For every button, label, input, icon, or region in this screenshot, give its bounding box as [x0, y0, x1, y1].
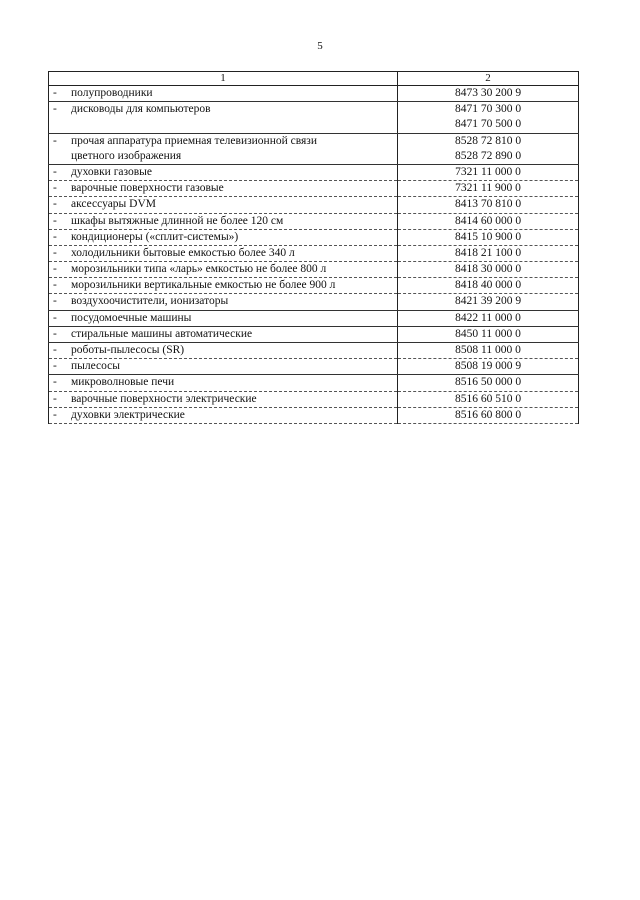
tnved-code: 8516 50 000 0 — [454, 376, 522, 389]
product-name-text: микроволновые печи — [71, 376, 175, 389]
table-header-row — [49, 72, 579, 86]
product-name-line — [49, 343, 397, 358]
tnved-code-cell — [398, 86, 579, 102]
product-name-text: роботы-пылесосы (SR) — [71, 344, 185, 356]
product-name-text: морозильники типа «ларь» емкостью не более 800 л — [71, 263, 327, 276]
list-dash: - — [53, 376, 57, 389]
product-name-line — [49, 278, 397, 293]
product-name-cell — [49, 86, 398, 102]
product-name-cell — [49, 391, 398, 407]
tnved-code-cell — [398, 164, 579, 180]
product-name-text: пылесосы — [71, 360, 120, 373]
product-name-cell — [49, 133, 398, 164]
tnved-code-cell — [398, 407, 579, 423]
tnved-code-cell — [398, 391, 579, 407]
list-dash: - — [53, 327, 57, 340]
list-dash: - — [53, 214, 57, 227]
product-name-cell — [49, 245, 398, 261]
product-name-cell — [49, 326, 398, 342]
product-name-line — [49, 375, 397, 390]
product-name-text: кондиционеры («сплит-системы») — [71, 230, 239, 243]
tnved-code-cell — [398, 229, 579, 245]
table-body — [49, 86, 579, 424]
list-dash: - — [53, 134, 57, 147]
list-dash: - — [53, 230, 57, 243]
product-name-line — [49, 134, 397, 149]
tnved-code-cell — [398, 326, 579, 342]
product-name-line — [49, 214, 397, 229]
product-name-cell — [49, 310, 398, 326]
tnved-code-cell — [398, 359, 579, 375]
tnved-code: 8418 40 000 0 — [454, 279, 522, 292]
product-name-line — [49, 359, 397, 374]
product-name-text: прочая аппаратура приемная телевизионной связи — [71, 134, 318, 147]
table-row — [49, 102, 579, 133]
tnved-code-cell — [398, 343, 579, 359]
product-name-line — [49, 197, 397, 212]
tnved-code: 8528 72 810 0 — [454, 134, 522, 147]
tnved-code: 8421 39 200 9 — [454, 295, 522, 308]
product-name-cell — [49, 102, 398, 133]
product-name-cell — [49, 181, 398, 197]
tnved-code-cell — [398, 133, 579, 164]
table-row — [49, 197, 579, 213]
product-name-text: шкафы вытяжные длинной не более 120 см — [71, 214, 284, 227]
product-name-cell — [49, 375, 398, 391]
product-name-cell — [49, 278, 398, 294]
tnved-code: 8422 11 000 0 — [455, 311, 521, 324]
product-name-line — [49, 246, 397, 261]
list-dash: - — [53, 295, 57, 308]
table-row — [49, 407, 579, 423]
tnved-code: 7321 11 000 0 — [455, 165, 521, 178]
list-dash: - — [53, 360, 57, 373]
product-name-line — [49, 294, 397, 309]
product-name-line — [49, 165, 397, 180]
product-name-text: цветного изображения — [71, 149, 182, 162]
product-codes-table — [48, 71, 579, 424]
product-name-text: холодильники бытовые емкостью более 340 л — [71, 246, 295, 259]
tnved-code-cell — [398, 310, 579, 326]
product-name-cell — [49, 164, 398, 180]
list-dash: - — [53, 198, 57, 211]
tnved-code: 8413 70 810 0 — [454, 198, 522, 211]
list-dash: - — [53, 408, 57, 421]
product-name-text: духовки электрические — [71, 408, 185, 421]
table-row — [49, 86, 579, 102]
product-name-text: полупроводники — [71, 87, 153, 99]
product-name-cell — [49, 359, 398, 375]
tnved-code-cell — [398, 197, 579, 213]
tnved-code: 7321 11 900 0 — [455, 182, 521, 195]
product-name-line — [49, 117, 397, 132]
product-name-text: стиральные машины автоматические — [71, 327, 253, 340]
product-name-cell — [49, 262, 398, 278]
tnved-code-cell — [398, 278, 579, 294]
table-row — [49, 245, 579, 261]
tnved-code: 8516 60 800 0 — [454, 408, 522, 421]
tnved-code-cell — [398, 245, 579, 261]
product-name-line — [49, 181, 397, 196]
product-name-text: аксессуары DVM — [71, 198, 156, 211]
table-row — [49, 310, 579, 326]
table-row — [49, 229, 579, 245]
table-row — [49, 391, 579, 407]
list-dash: - — [53, 279, 57, 292]
list-dash: - — [53, 311, 57, 324]
product-name-line — [49, 262, 397, 277]
product-name-cell — [49, 294, 398, 310]
product-name-cell — [49, 213, 398, 229]
table-row — [49, 133, 579, 164]
product-name-line — [49, 102, 397, 117]
list-dash: - — [53, 392, 57, 405]
list-dash: - — [53, 87, 57, 99]
table-row — [49, 326, 579, 342]
tnved-code-cell — [398, 102, 579, 133]
product-name-cell — [49, 407, 398, 423]
list-dash: - — [53, 103, 57, 116]
tnved-code: 8508 19 000 9 — [454, 360, 522, 373]
product-name-line — [49, 408, 397, 423]
tnved-code: 8415 10 900 0 — [454, 230, 522, 243]
tnved-code: 8418 30 000 0 — [454, 263, 522, 276]
product-name-line — [49, 86, 397, 101]
table-row — [49, 359, 579, 375]
list-dash: - — [53, 263, 57, 276]
product-name-cell — [49, 229, 398, 245]
product-name-text: духовки газовые — [71, 165, 153, 178]
product-name-line — [49, 230, 397, 245]
table-row — [49, 343, 579, 359]
tnved-code: 8473 30 200 9 — [454, 87, 522, 99]
table-row — [49, 375, 579, 391]
column-header-2: 2 — [398, 72, 579, 86]
tnved-code: 8471 70 500 0 — [454, 118, 522, 131]
product-name-text: дисководы для компьютеров — [71, 103, 211, 116]
table-row — [49, 262, 579, 278]
tnved-code: 8471 70 300 0 — [454, 103, 522, 116]
list-dash: - — [53, 182, 57, 195]
tnved-code-cell — [398, 262, 579, 278]
page-number: 5 — [317, 40, 323, 52]
product-name-line — [49, 149, 397, 164]
product-name-cell — [49, 343, 398, 359]
list-dash: - — [53, 344, 57, 356]
table-row — [49, 294, 579, 310]
table-row — [49, 164, 579, 180]
product-name-line — [49, 311, 397, 326]
tnved-code: 8508 11 000 0 — [455, 344, 521, 356]
product-name-text: воздухоочистители, ионизаторы — [71, 295, 229, 308]
tnved-code: 8414 60 000 0 — [454, 214, 522, 227]
list-dash: - — [53, 246, 57, 259]
product-name-line — [49, 392, 397, 407]
table-row — [49, 278, 579, 294]
table-row — [49, 181, 579, 197]
tnved-code: 8450 11 000 0 — [455, 327, 521, 340]
product-name-cell — [49, 197, 398, 213]
tnved-code-cell — [398, 181, 579, 197]
product-name-text: морозильники вертикальные емкостью не более 900 л — [71, 279, 336, 292]
tnved-code: 8528 72 890 0 — [454, 149, 522, 162]
tnved-code: 8418 21 100 0 — [454, 246, 522, 259]
tnved-code-cell — [398, 375, 579, 391]
product-name-text: варочные поверхности электрические — [71, 392, 257, 405]
product-name-line — [49, 327, 397, 342]
product-name-text: посудомоечные машины — [71, 311, 192, 324]
column-header-1: 1 — [49, 72, 398, 86]
product-name-text: варочные поверхности газовые — [71, 182, 224, 195]
tnved-code: 8516 60 510 0 — [454, 392, 522, 405]
tnved-code-cell — [398, 294, 579, 310]
tnved-code-cell — [398, 213, 579, 229]
list-dash: - — [53, 165, 57, 178]
table-row — [49, 213, 579, 229]
